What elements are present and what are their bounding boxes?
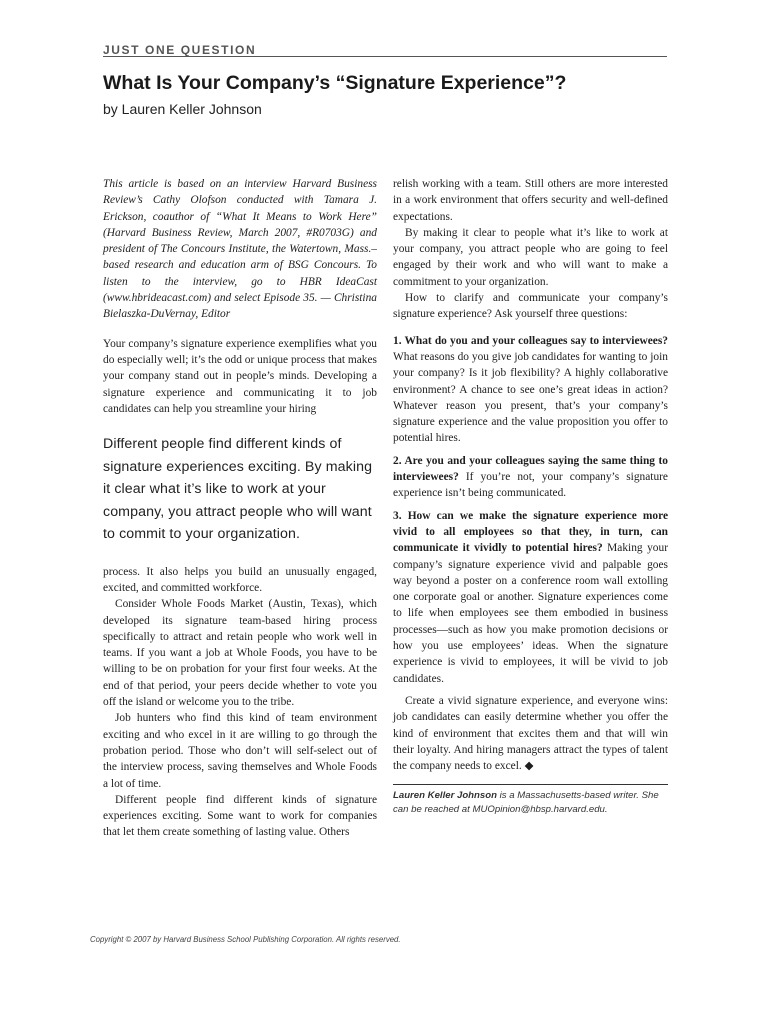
question-body: What reasons do you give job candidates for wanting to join your company? Is it job flexibility? A highly collaborative environment? A chance to see one’s great ideas in action? Whatever reason you present, that’s your company’s signature experience and the value proposition you offer to potential hires. [393,350,668,445]
author-bio [393,789,668,816]
question-heading: 2. Are you and your colleagues saying the same thing to interviewees? [393,454,668,484]
body-paragraph: By making it clear to people what it’s like to work at your company, you attract people who are going to feel engaged by their work and who will want to make a commitment to your organization. [393,226,668,288]
kicker-rule [103,56,667,57]
closing-paragraph: Create a vivid signature experience, and everyone wins: job candidates can easily determine whether you offer the kind of environment that excites them and that will win their loyalty. And hiring managers attract the types of talent the company needs to excel. ◆ [393,694,668,773]
body-paragraph: Different people find different kinds of signature experiences exciting. Some want to work for companies that let them create something of lasting value. Others [103,793,377,839]
body-paragraph: How to clarify and communicate your company’s signature experience? Ask yourself three questions: [393,292,668,321]
right-column [393,176,668,816]
copyright-notice: Copyright © 2007 by Harvard Business School Publishing Corporation. All rights reserved. [90,935,401,944]
section-kicker: JUST ONE QUESTION [103,43,257,57]
body-paragraph: Your company’s signature experience exemplifies what you do especially well; it’s the odd or unique process that makes your company stand out in people’s minds. Developing a signature experience and communicating it to job candidates can help you streamline your hiring [103,337,377,415]
question-heading: 3. How can we make the signature experience more vivid to all employees so that they, in turn, can communicate it vividly to potential hires? [393,509,668,555]
body-paragraph: Job hunters who find this kind of team environment exciting and who excel in it are willing to go through the probation period. Those who don’t will self-select out of the interview process, saving themselves and Whole Foods a lot of time. [103,712,377,790]
body-paragraph: Consider Whole Foods Market (Austin, Texas), which developed its signature team-based hiring process specifically to attract and retain people who work well in teams. If you want a job at Whole Foods, you have to be willing to be on probation for your first four weeks. At the end of that period, your peers decide whether to vote you off the island or welcome you to the tribe. [103,598,377,709]
body-paragraph: relish working with a team. Still others are more interested in a work environment that offers security and well-defined expectations. [393,178,668,223]
question-body: If you’re not, your company’s signature experience isn’t being communicated. [393,471,668,500]
bio-author-name: Lauren Keller Johnson [393,790,497,802]
question-body: Making your company’s signature experience vivid and palpable goes way beyond a poster on a conference room wall extolling one corporate goal or another. Signature experiences come to life when employees see them embodied in business processes—such as how you make promotion decisions or how you use employees’ ideas. When the signature experience is vivid to employees, it will be vivid to job candidates. [393,542,668,685]
body-paragraph: process. It also helps you build an unusually engaged, excited, and committed workforce. [103,565,377,594]
bio-text: is a Massachusetts-based writer. She can be reached at MUOpinion@hbsp.harvard.edu. [393,790,659,815]
byline: by Lauren Keller Johnson [103,101,262,117]
article-title: What Is Your Company’s “Signature Experience”? [103,72,567,94]
question-3 [393,508,668,687]
pull-quote: Different people find different kinds of signature experiences exciting. By making it clear what it’s like to work at your company, you attract people who will want to commit to your organization. [103,436,373,543]
question-2 [393,453,668,502]
question-heading: 1. What do you and your colleagues say to interviewees? [393,334,668,347]
intro-note: This article is based on an interview Harvard Business Review’s Cathy Olofson conducted with Tamara J. Erickson, coauthor of “What It Means to Work Here” (Harvard Business Review, March 2007, #R0703G) and president of The Concours Institute, the Watertown, Mass.–based research and education arm of BSG Concours. To listen to the interview, go to HBR IdeaCast (www.hbrideacast.com) and select Episode 35. — Christina Bielaszka-DuVernay, Editor [103,178,377,321]
question-1 [393,333,668,447]
left-column [103,176,377,841]
bio-rule [393,784,668,785]
